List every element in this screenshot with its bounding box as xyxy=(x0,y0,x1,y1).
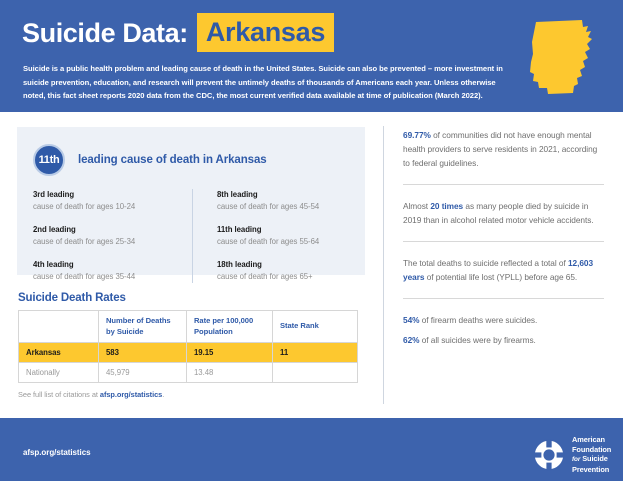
logo-line-foundation: Foundation xyxy=(572,444,612,454)
table-row xyxy=(19,363,358,383)
column-header-state-rank: State Rank xyxy=(273,311,358,343)
divider xyxy=(403,298,604,299)
list-item xyxy=(217,224,351,248)
divider xyxy=(403,184,604,185)
citation-note xyxy=(18,390,164,399)
citation-suffix: . xyxy=(162,390,165,399)
age-group-rank: 11th leading xyxy=(217,225,262,234)
afsp-logo-text xyxy=(572,435,611,474)
stat-highlight-value: 54% xyxy=(403,315,420,325)
column-header-rate: Rate per 100,000 Population xyxy=(187,311,273,343)
right-column-stats xyxy=(403,128,606,347)
afsp-logo xyxy=(533,435,611,474)
leading-cause-headline: leading cause of death in Arkansas xyxy=(78,154,267,166)
list-item xyxy=(33,224,192,248)
age-group-rank: 18th leading xyxy=(217,260,262,269)
footer-bar xyxy=(0,418,623,481)
intro-paragraph: Suicide is a public health problem and leading cause of death in the United States. Suicide can also be prevented – more investment in suicide prevention, education, and research will prevent the untimely deaths of thousands of Americans each year. Unless otherwise noted, this fact sheet reports 2020 data from the CDC, the most current verified data available at time of publication (March 2022). xyxy=(23,64,503,101)
stat-text: Almost xyxy=(403,201,431,211)
column-header-deaths: Number of Deaths by Suicide xyxy=(99,311,187,343)
row-deaths: 583 xyxy=(99,343,187,363)
logo-line-suicide: Suicide xyxy=(582,454,608,464)
arkansas-state-map-icon xyxy=(528,18,596,100)
stat-highlight-value: 62% xyxy=(403,335,420,345)
header-banner xyxy=(0,0,623,112)
row-label: Arkansas xyxy=(19,343,99,363)
column-header-blank xyxy=(19,311,99,343)
body-content xyxy=(0,112,623,418)
footer-url-link[interactable]: afsp.org/statistics xyxy=(23,448,91,457)
age-group-desc: cause of death for ages 55-64 xyxy=(217,237,320,246)
stat-text: of all suicides were by firearms. xyxy=(419,335,536,345)
state-rank-badge: 11th xyxy=(33,144,65,176)
stat-highlight-value: 12,603 years xyxy=(403,258,594,282)
row-rank xyxy=(273,363,358,383)
age-group-grid xyxy=(33,189,351,283)
title-main-text: Suicide Data: xyxy=(22,17,188,48)
stat-years-potential-life-lost xyxy=(403,256,606,284)
stat-text: of potential life lost (YPLL) before age 65. xyxy=(424,272,578,282)
stat-text: as many people died by suicide in 2019 than in alcohol related motor vehicle accidents. xyxy=(403,201,594,225)
age-group-rank: 8th leading xyxy=(217,190,258,199)
age-group-column-left xyxy=(33,189,192,283)
age-group-desc: cause of death for ages 45-54 xyxy=(217,202,320,211)
life-preserver-icon xyxy=(533,439,565,471)
title-state-badge: Arkansas xyxy=(197,13,334,52)
age-group-desc: cause of death for ages 35-44 xyxy=(33,272,136,281)
table-row xyxy=(19,343,358,363)
age-group-rank: 2nd leading xyxy=(33,225,76,234)
stat-text: of firearm deaths were suicides. xyxy=(419,315,538,325)
rates-table-title: Suicide Death Rates xyxy=(18,292,126,304)
age-group-rank: 4th leading xyxy=(33,260,74,269)
stat-text: The total deaths to suicide reflected a total of xyxy=(403,258,568,268)
stat-suicides-by-firearms xyxy=(403,333,606,347)
list-item xyxy=(33,189,192,213)
row-rate: 13.48 xyxy=(187,363,273,383)
leading-cause-header xyxy=(33,144,267,176)
age-group-desc: cause of death for ages 65+ xyxy=(217,272,313,281)
list-item xyxy=(217,189,351,213)
list-item xyxy=(33,259,192,283)
list-item xyxy=(217,259,351,283)
age-group-column-right xyxy=(192,189,351,283)
page-title xyxy=(22,13,334,52)
stat-highlight-value: 20 times xyxy=(430,201,464,211)
row-deaths: 45,979 xyxy=(99,363,187,383)
stat-highlight-value: 69.77% xyxy=(403,130,431,140)
suicide-death-rates-table xyxy=(18,310,358,383)
leading-cause-panel xyxy=(17,127,365,281)
column-divider xyxy=(383,126,384,404)
logo-line-prevention: Prevention xyxy=(572,464,610,474)
citation-link[interactable]: afsp.org/statistics xyxy=(99,390,163,399)
logo-line-american: American xyxy=(572,435,605,444)
stat-mental-health-providers xyxy=(403,128,606,170)
row-rate: 19.15 xyxy=(187,343,273,363)
age-group-desc: cause of death for ages 25-34 xyxy=(33,237,136,246)
citation-prefix: See full list of citations at xyxy=(18,390,100,399)
row-rank: 11 xyxy=(273,343,358,363)
row-label: Nationally xyxy=(19,363,99,383)
stat-text: of communities did not have enough mental health providers to serve residents in 2021, according to federal guidelines. xyxy=(403,130,598,168)
stat-alcohol-motor-vehicle-comparison xyxy=(403,199,606,227)
age-group-rank: 3rd leading xyxy=(33,190,75,199)
left-column xyxy=(0,112,372,418)
logo-line-for: for xyxy=(572,456,581,464)
stat-firearm-deaths-suicides xyxy=(403,313,606,327)
divider xyxy=(403,241,604,242)
age-group-desc: cause of death for ages 10-24 xyxy=(33,202,136,211)
table-header-row xyxy=(19,311,358,343)
